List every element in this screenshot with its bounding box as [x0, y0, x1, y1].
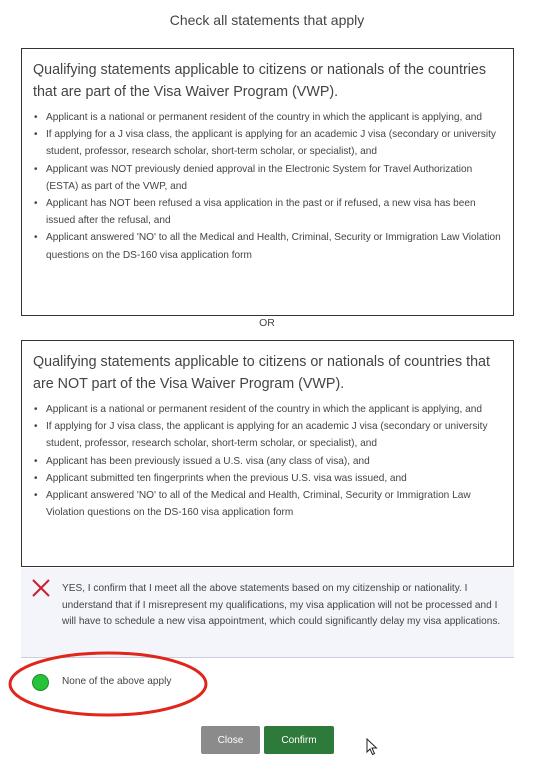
statement-item: • Applicant has NOT been refused a visa application in the past or if refused, a new visa has been issued after the refusal, and [33, 195, 503, 229]
close-button[interactable]: Close [201, 726, 260, 754]
statement-item: • Applicant is a national or permanent resident of the country in which the applicant is applying, and [33, 401, 503, 418]
statement-item: • Applicant has been previously issued a U.S. visa (any class of visa), and [33, 453, 503, 470]
x-mark-icon[interactable] [31, 578, 51, 598]
confirm-button[interactable]: Confirm [264, 726, 334, 754]
non-vwp-statements-heading: Qualifying statements applicable to citizens or nationals of countries that are NOT part of the Visa Waiver Program (VWP). [33, 354, 490, 392]
non-vwp-statements-list [33, 401, 503, 521]
statement-item: • If applying for J visa class, the applicant is applying for an academic J visa (secondary or university student, professor, research scholar, short-term scholar, or specialist), and [33, 418, 503, 452]
statement-item: • Applicant answered 'NO' to all of the Medical and Health, Criminal, Security or Immigration Law Violation questions on the DS-160 visa application form [33, 487, 503, 521]
confirm-statements-option[interactable] [21, 568, 514, 658]
or-separator: OR [259, 317, 275, 329]
non-vwp-statements-box [21, 340, 514, 567]
statement-item: • Applicant answered 'NO' to all the Medical and Health, Criminal, Security or Immigration Law Violation questions on the DS-160 visa application form [33, 229, 503, 263]
statement-item: • Applicant submitted ten fingerprints when the previous U.S. visa was issued, and [33, 470, 503, 487]
vwp-statements-list [33, 109, 503, 264]
confirm-statement-text: YES, I confirm that I meet all the above statements based on my citizenship or nationality. I understand that if I misrepresent my qualifications, my visa application will not be processed and I will have to schedule a new visa appointment, which could significantly delay my visa applications. [62, 583, 501, 627]
mouse-cursor-icon [366, 738, 378, 756]
dialog-title: Check all statements that apply [169, 12, 365, 28]
statement-item: • Applicant was NOT previously denied approval in the Electronic System for Travel Authorization (ESTA) as part of the VWP, and [33, 161, 503, 195]
vwp-statements-heading: Qualifying statements applicable to citizens or nationals of the countries that are part of the Visa Waiver Program (VWP). [33, 62, 486, 100]
none-of-above-label: None of the above apply [62, 676, 172, 687]
statement-item: • If applying for a J visa class, the applicant is applying for an academic J visa (secondary or university student, professor, research scholar, short-term scholar, or specialist), and [33, 126, 503, 160]
statement-item: • Applicant is a national or permanent resident of the country in which the applicant is applying, and [33, 109, 503, 126]
vwp-statements-box [21, 48, 514, 316]
radio-selected-icon[interactable] [32, 674, 49, 691]
